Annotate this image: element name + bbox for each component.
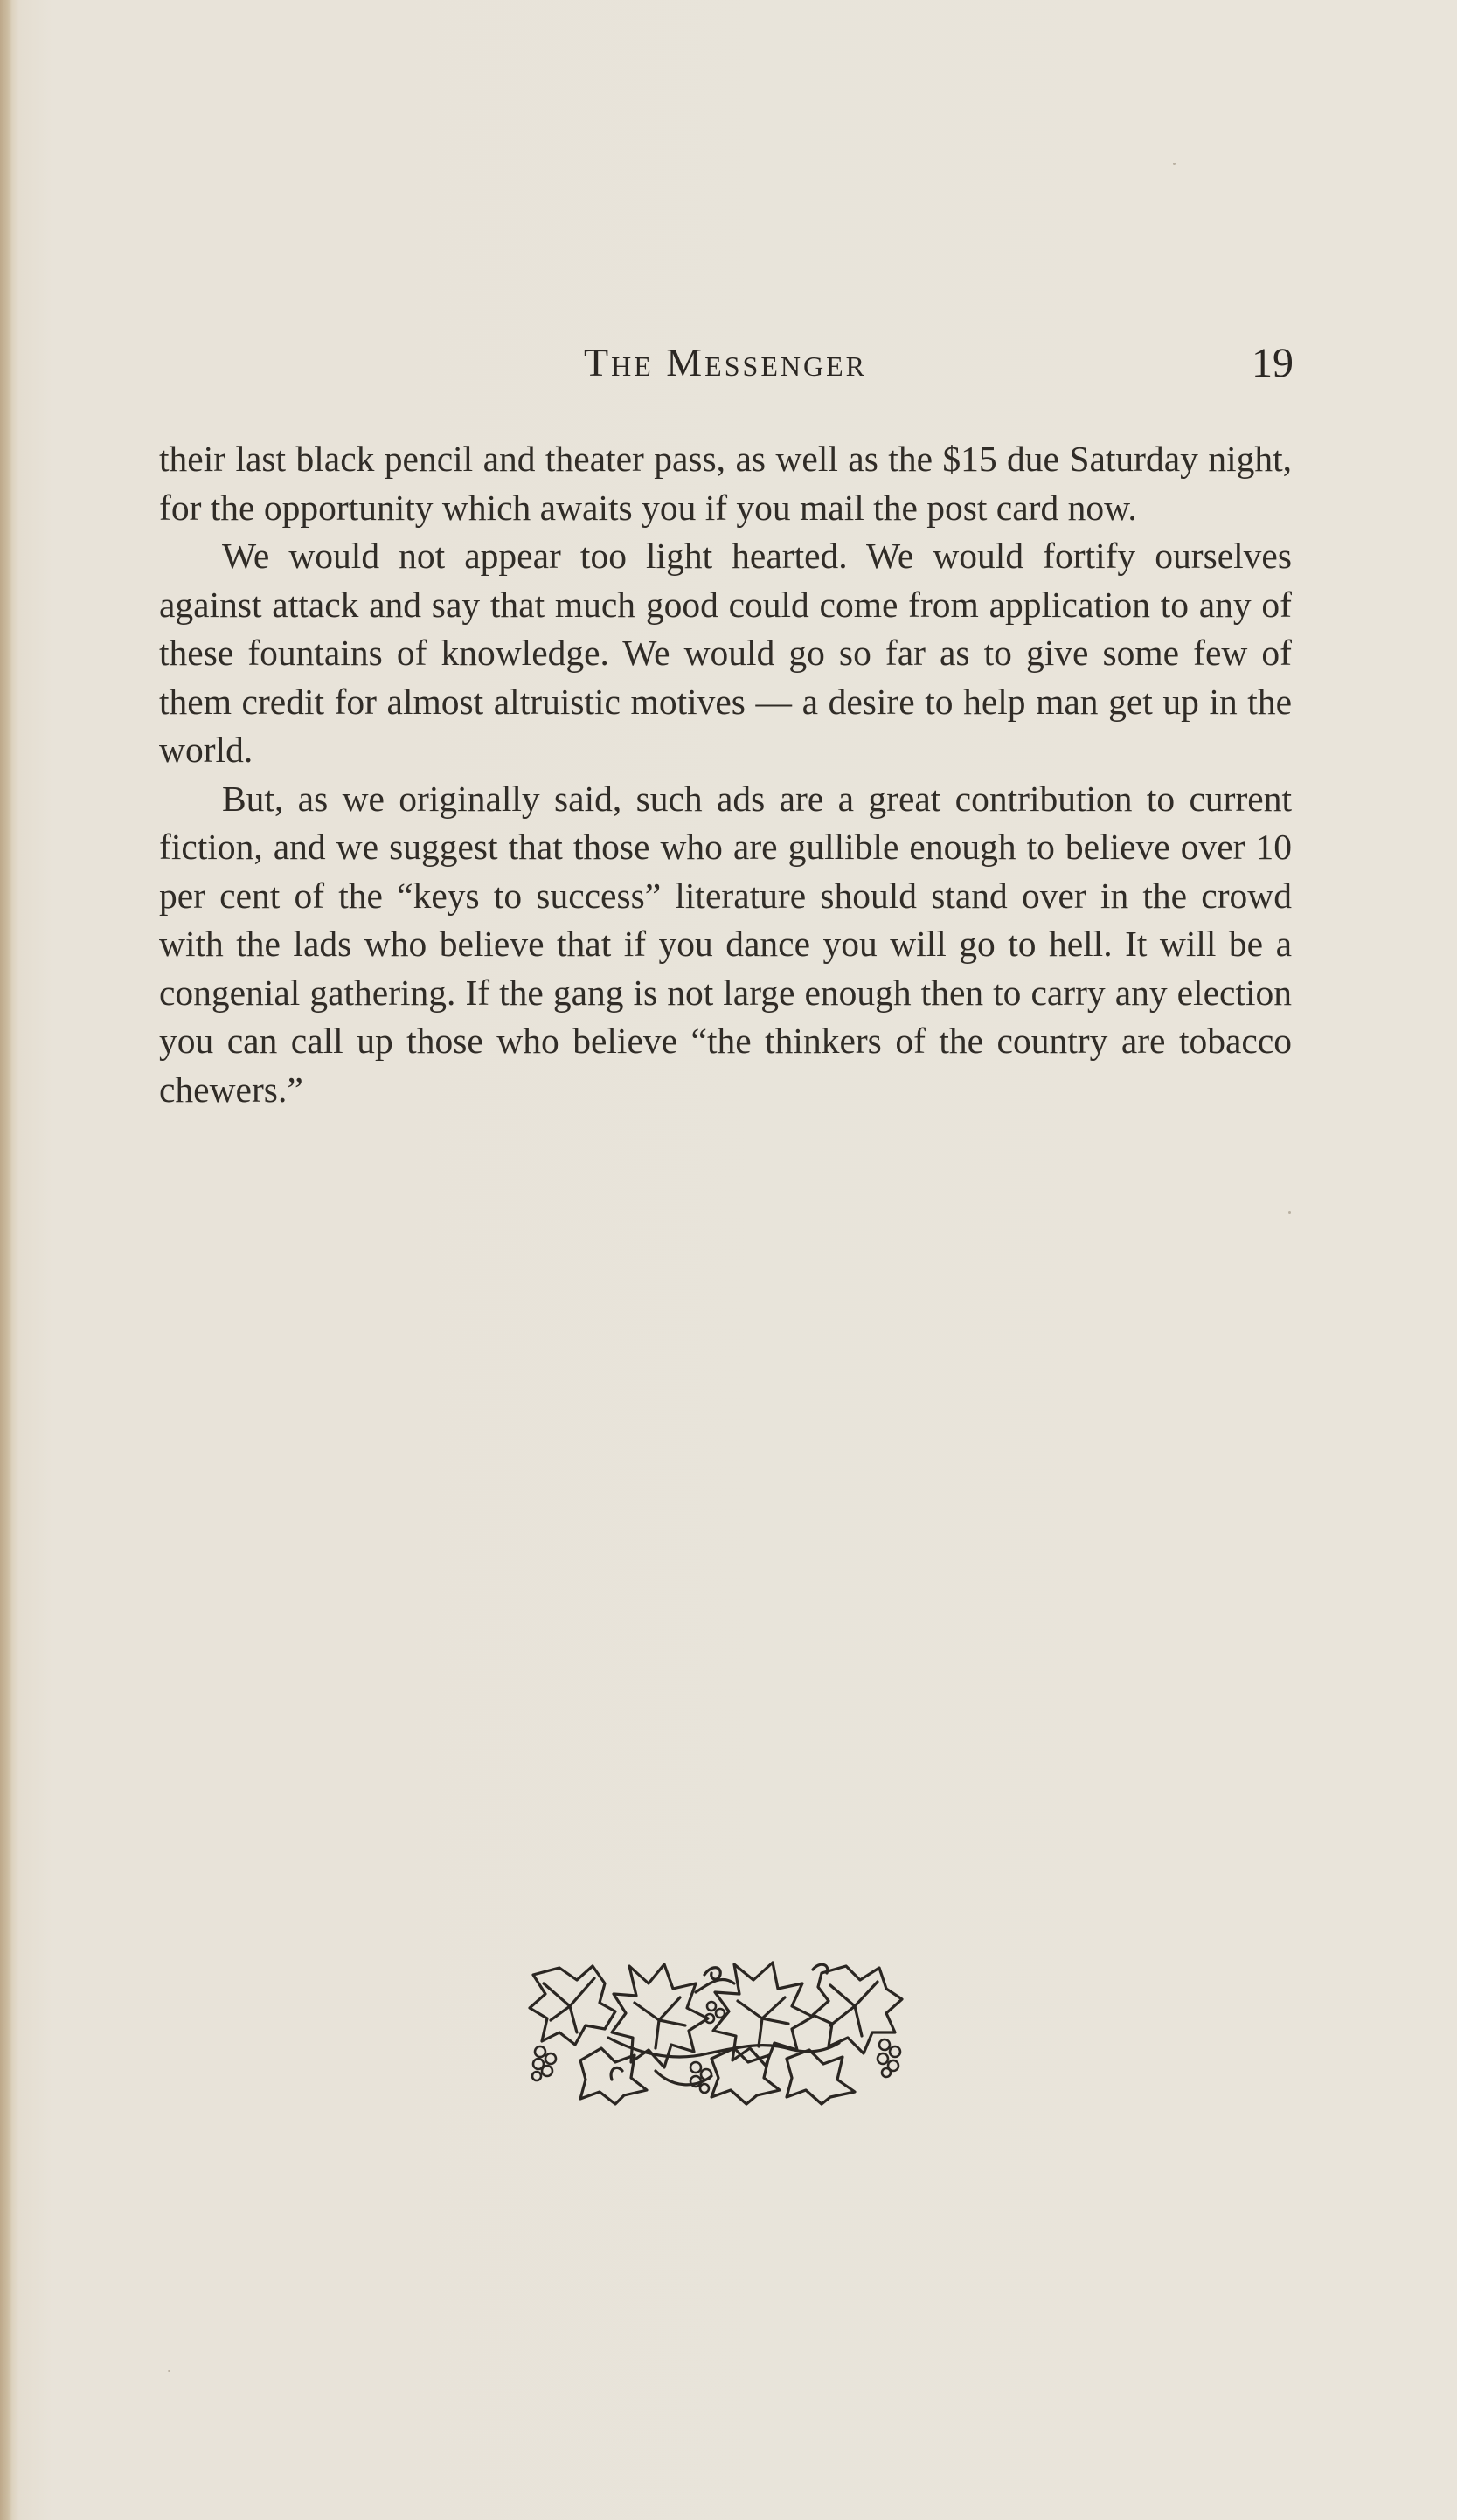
- paragraph: But, as we originally said, such ads are a great contribution to current fiction, and we suggest that those who are gullible enough to believe over 10 per cent of the “keys to success” literature should stand over in the crowd with the lads who believe that if you dance you will go to hell. It will be a congenial gathering. If the gang is not large enough then to carry any election you can call up those who believe “the thinkers of the country are tobacco chewers.”: [159, 778, 1292, 1110]
- paragraph-continuation: their last black pencil and theater pass, as well as the $15 due Saturday night, for the opportunity which awaits you if you mail the post card now.: [159, 439, 1292, 528]
- paragraph: We would not appear too light hearted. We would fortify ourselves against attack and say that much good could come from application to any of these fountains of knowledge. We would go so far as to give some few of them credit for almost altruistic motives — a desire to help man get up in the world.: [159, 536, 1292, 770]
- body-text: [159, 435, 1292, 1114]
- page-number: 19: [1252, 340, 1294, 386]
- paper-speck: [1288, 1211, 1291, 1214]
- paper-speck: [1173, 163, 1176, 165]
- grape-leaf-vine-ornament-icon: [524, 1957, 909, 2106]
- page-header: [157, 339, 1294, 391]
- running-title: The Messenger: [584, 340, 867, 384]
- page-gutter-edge: [0, 0, 12, 2520]
- paper-speck: [168, 2370, 170, 2372]
